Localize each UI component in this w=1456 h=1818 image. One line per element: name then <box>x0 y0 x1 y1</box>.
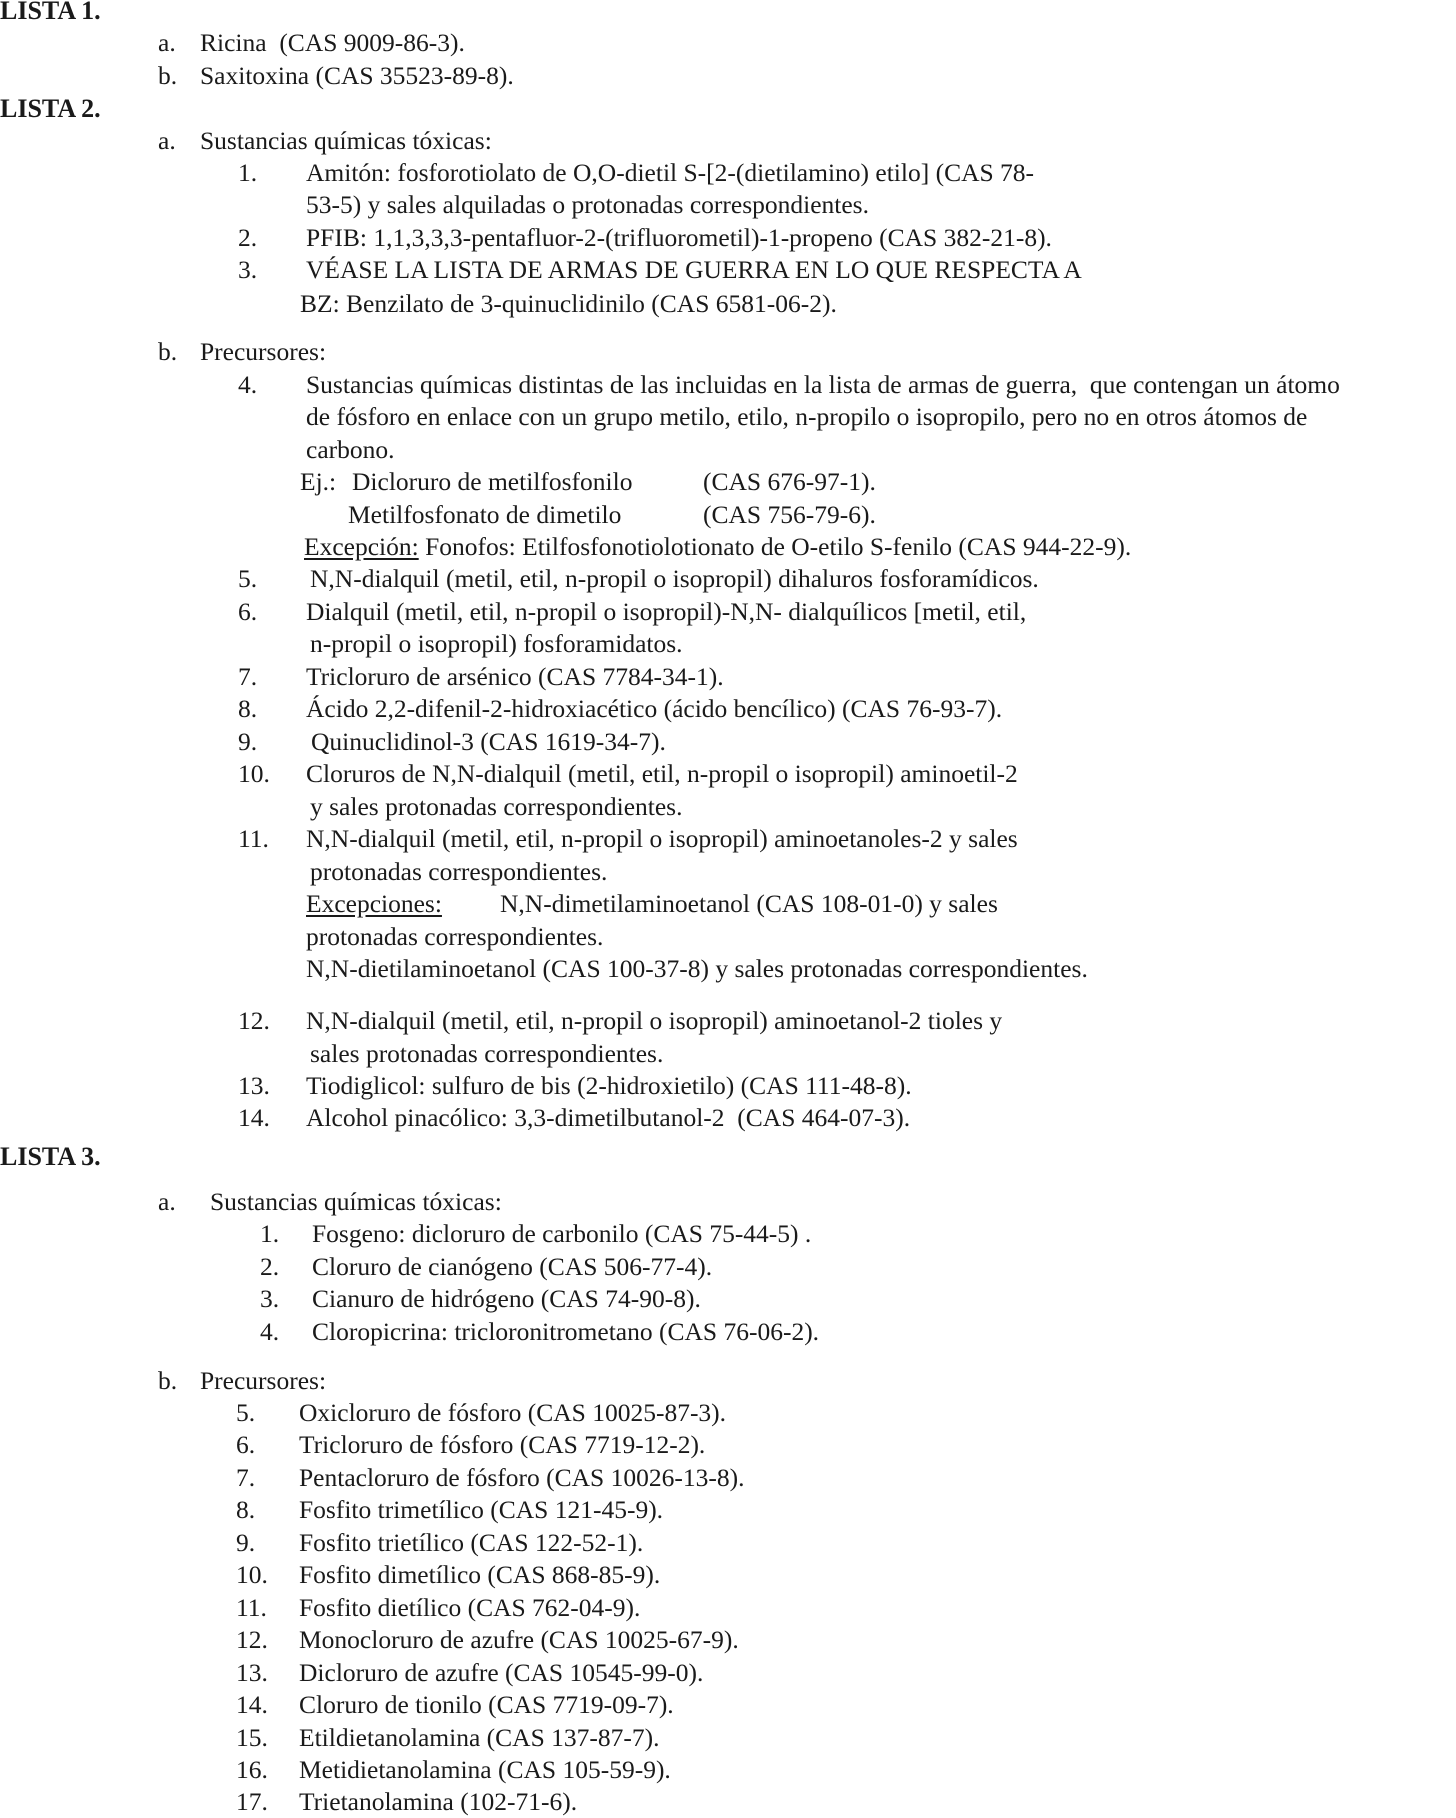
lista-3-b-item-15-text: Etildietanolamina (CAS 137-87-7). <box>299 1723 660 1752</box>
lista-3-b-item-12-num: 12. <box>236 1625 268 1654</box>
lista-2-b-item-9-line-1: Quinuclidinol-3 (CAS 1619-34-7). <box>311 727 666 756</box>
lista-3-b-item-10-num: 10. <box>236 1560 268 1589</box>
lista-2-b-item-4-line-2: de fósforo en enlace con un grupo metilo, etilo, n-propilo o isopropilo, pero no en otros átomos de <box>306 402 1308 431</box>
lista-2-b-item-11-exception-line-1: N,N-dimetilaminoetanol (CAS 108-01-0) y sales <box>500 889 998 918</box>
lista-3-b-item-14-num: 14. <box>236 1690 268 1719</box>
lista-2-b-item-4-line-1: Sustancias químicas distintas de las incluidas en la lista de armas de guerra, que contengan un átomo <box>306 370 1340 399</box>
lista-2-a-item-2-line-1: PFIB: 1,1,3,3,3-pentafluor-2-(trifluorometil)-1-propeno (CAS 382-21-8). <box>306 223 1052 252</box>
lista-3-b-item-17-num: 17. <box>236 1787 268 1816</box>
lista-2-b-item-4-example-1-cas: (CAS 676-97-1). <box>703 467 876 496</box>
lista-2-a-label: a. <box>158 126 176 155</box>
lista-2-b-item-6-num: 6. <box>238 597 258 626</box>
lista-2-a-title: Sustancias químicas tóxicas: <box>200 126 492 155</box>
lista-3-b-item-15-num: 15. <box>236 1723 268 1752</box>
lista-3-b-item-14-text: Cloruro de tionilo (CAS 7719-09-7). <box>299 1690 674 1719</box>
lista-3-a-title: Sustancias químicas tóxicas: <box>210 1187 502 1216</box>
lista-3-b-item-13-text: Dicloruro de azufre (CAS 10545-99-0). <box>299 1658 704 1687</box>
lista-2-b-item-4-exception <box>304 531 1131 563</box>
lista-3-b-item-6-num: 6. <box>236 1430 256 1459</box>
lista-3-b-item-6-text: Tricloruro de fósforo (CAS 7719-12-2). <box>299 1430 706 1459</box>
lista-2-b-item-11-exceptions-label: Excepciones: <box>306 889 442 918</box>
lista-2-b-item-5-line-1: N,N-dialquil (metil, etil, n-propil o isopropil) dihaluros fosforamídicos. <box>310 564 1039 593</box>
lista-2-b-item-13-num: 13. <box>238 1071 270 1100</box>
lista-2-heading: LISTA 2. <box>0 94 101 123</box>
lista-2-b-item-8-line-1: Ácido 2,2-difenil-2-hidroxiacético (ácido bencílico) (CAS 76-93-7). <box>306 694 1003 723</box>
lista-3-b-item-5-num: 5. <box>236 1398 256 1427</box>
lista-2-b-item-14-num: 14. <box>238 1103 270 1132</box>
lista-3-b-item-8-num: 8. <box>236 1495 256 1524</box>
lista-1-item-b-text: Saxitoxina (CAS 35523-89-8). <box>200 61 514 90</box>
lista-3-b-item-9-num: 9. <box>236 1528 256 1557</box>
lista-2-b-item-11-exception-line-3: N,N-dietilaminoetanol (CAS 100-37-8) y sales protonadas correspondientes. <box>306 954 1088 983</box>
lista-2-b-title: Precursores: <box>200 337 327 366</box>
lista-1-item-a-text: Ricina (CAS 9009-86-3). <box>200 28 465 57</box>
lista-1-item-b-label: b. <box>158 61 178 90</box>
lista-3-a-item-1-num: 1. <box>260 1219 280 1248</box>
lista-1-heading: LISTA 1. <box>0 0 101 25</box>
lista-2-a-item-1-line-1: Amitón: fosforotiolato de O,O-dietil S-[2-(dietilamino) etilo] (CAS 78- <box>306 158 1035 187</box>
lista-3-heading: LISTA 3. <box>0 1142 101 1171</box>
lista-3-b-item-9-text: Fosfito trietílico (CAS 122-52-1). <box>299 1528 644 1557</box>
lista-3-a-item-4-num: 4. <box>260 1317 280 1346</box>
lista-3-b-item-7-num: 7. <box>236 1463 256 1492</box>
lista-3-b-item-5-text: Oxicloruro de fósforo (CAS 10025-87-3). <box>299 1398 727 1427</box>
lista-2-b-item-10-num: 10. <box>238 759 270 788</box>
lista-3-b-item-11-num: 11. <box>236 1593 267 1622</box>
lista-3-a-item-4-text: Cloropicrina: tricloronitrometano (CAS 76-06-2). <box>312 1317 820 1346</box>
lista-2-b-item-11-line-1: N,N-dialquil (metil, etil, n-propil o isopropil) aminoetanoles-2 y sales <box>306 824 1018 853</box>
lista-2-b-item-11-exception-line-2: protonadas correspondientes. <box>306 922 604 951</box>
lista-2-b-item-14-line-1: Alcohol pinacólico: 3,3-dimetilbutanol-2 (CAS 464-07-3). <box>306 1103 911 1132</box>
lista-3-b-item-7-text: Pentacloruro de fósforo (CAS 10026-13-8). <box>299 1463 745 1492</box>
lista-2-a-item-2-num: 2. <box>238 223 258 252</box>
lista-2-b-item-13-line-1: Tiodiglicol: sulfuro de bis (2-hidroxietilo) (CAS 111-48-8). <box>306 1071 912 1100</box>
lista-2-b-item-5-num: 5. <box>238 564 258 593</box>
lista-2-b-item-12-num: 12. <box>238 1006 270 1035</box>
lista-2-a-item-3-line-1: VÉASE LA LISTA DE ARMAS DE GUERRA EN LO QUE RESPECTA A <box>306 255 1082 284</box>
lista-3-b-item-11-text: Fosfito dietílico (CAS 762-04-9). <box>299 1593 641 1622</box>
lista-3-b-item-16-text: Metidietanolamina (CAS 105-59-9). <box>299 1755 671 1784</box>
lista-3-a-item-3-num: 3. <box>260 1284 280 1313</box>
lista-3-b-item-8-text: Fosfito trimetílico (CAS 121-45-9). <box>299 1495 664 1524</box>
lista-2-a-item-1-num: 1. <box>238 158 258 187</box>
lista-3-a-item-2-text: Cloruro de cianógeno (CAS 506-77-4). <box>312 1252 713 1281</box>
lista-3-b-item-16-num: 16. <box>236 1755 268 1784</box>
lista-2-b-item-11-line-2: protonadas correspondientes. <box>310 857 608 886</box>
lista-3-b-label: b. <box>158 1366 178 1395</box>
lista-2-b-item-6-line-1: Dialquil (metil, etil, n-propil o isopropil)-N,N- dialquílicos [metil, etil, <box>306 597 1027 626</box>
lista-2-b-item-4-example-2-name: Metilfosfonato de dimetilo <box>348 500 622 529</box>
exception-label: Excepción: <box>304 532 419 561</box>
lista-2-b-item-12-line-2: sales protonadas correspondientes. <box>310 1039 664 1068</box>
lista-2-b-label: b. <box>158 337 178 366</box>
lista-2-b-item-11-num: 11. <box>238 824 269 853</box>
lista-2-a-item-1-line-2: 53-5) y sales alquiladas o protonadas correspondientes. <box>306 190 869 219</box>
lista-2-b-item-4-line-3: carbono. <box>306 435 395 464</box>
lista-2-b-item-7-line-1: Tricloruro de arsénico (CAS 7784-34-1). <box>306 662 724 691</box>
lista-2-b-item-4-example-prefix: Ej.: <box>300 467 343 496</box>
lista-2-b-item-4-example-1-name: Dicloruro de metilfosfonilo <box>352 467 633 496</box>
lista-3-a-item-3-text: Cianuro de hidrógeno (CAS 74-90-8). <box>312 1284 701 1313</box>
lista-2-b-item-4-example-2-cas: (CAS 756-79-6). <box>703 500 876 529</box>
lista-3-a-label: a. <box>158 1187 176 1216</box>
lista-3-b-item-17-text: Trietanolamina (102-71-6). <box>299 1787 578 1816</box>
lista-3-b-item-10-text: Fosfito dimetílico (CAS 868-85-9). <box>299 1560 661 1589</box>
lista-2-b-item-7-num: 7. <box>238 662 258 691</box>
lista-2-b-item-12-line-1: N,N-dialquil (metil, etil, n-propil o isopropil) aminoetanol-2 tioles y <box>306 1006 1003 1035</box>
exception-text: Fonofos: Etilfosfonotiolotionato de O-etilo S-fenilo (CAS 944-22-9). <box>418 532 1132 561</box>
lista-2-b-item-8-num: 8. <box>238 694 258 723</box>
lista-3-b-item-13-num: 13. <box>236 1658 268 1687</box>
lista-1-item-a-label: a. <box>158 28 176 57</box>
lista-3-a-item-2-num: 2. <box>260 1252 280 1281</box>
lista-3-a-item-1-text: Fosgeno: dicloruro de carbonilo (CAS 75-44-5) . <box>312 1219 812 1248</box>
lista-3-b-title: Precursores: <box>200 1366 327 1395</box>
lista-2-b-item-10-line-2: y sales protonadas correspondientes. <box>310 792 683 821</box>
lista-3-b-item-12-text: Monocloruro de azufre (CAS 10025-67-9). <box>299 1625 739 1654</box>
lista-2-b-item-4-num: 4. <box>238 370 258 399</box>
lista-2-a-item-3-line-2: BZ: Benzilato de 3-quinuclidinilo (CAS 6581-06-2). <box>300 289 837 318</box>
lista-2-b-item-10-line-1: Cloruros de N,N-dialquil (metil, etil, n-propil o isopropil) aminoetil-2 <box>306 759 1018 788</box>
lista-2-b-item-9-num: 9. <box>238 727 258 756</box>
lista-2-a-item-3-num: 3. <box>238 255 258 284</box>
lista-2-b-item-6-line-2: n-propil o isopropil) fosforamidatos. <box>310 629 683 658</box>
